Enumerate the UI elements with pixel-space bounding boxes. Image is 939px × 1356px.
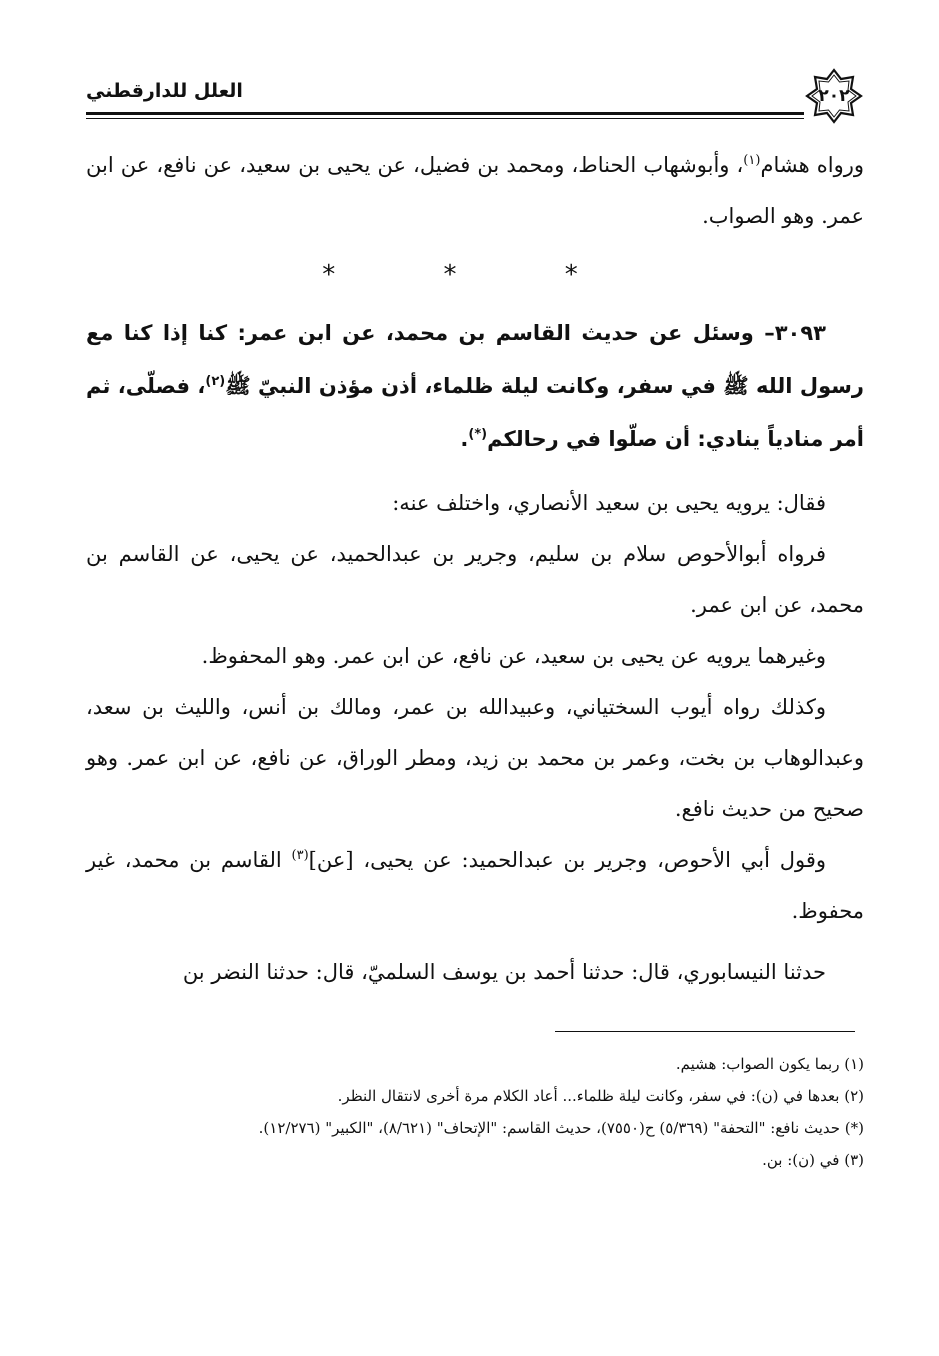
text-run: وقول أبي الأحوص، وجرير بن عبدالحميد: عن يحيى، [عن] xyxy=(308,848,826,872)
paragraph-isnad: حدثنا النيسابوري، قال: حدثنا أحمد بن يوسف السلميّ، قال: حدثنا النضر بن xyxy=(182,960,826,984)
text-run: . xyxy=(460,427,469,451)
paragraph-ayyub: وكذلك رواه أيوب السختياني، وعبيدالله بن عمر، ومالك بن أنس، والليث بن سعد، وعبدالوهاب بن بخت، وعمر بن محمد بن زيد، ومطر الوراق، عن نافع، عن ابن عمر. وهو صحيح من حديث نافع. xyxy=(86,695,864,821)
footnotes xyxy=(86,1048,864,1176)
footnote-ref-1: (١) xyxy=(743,153,761,168)
paragraph-hisham xyxy=(86,140,864,242)
book-title: العلل للدارقطني xyxy=(86,80,243,102)
paragraph-answer: فقال: يرويه يحيى بن سعيد الأنصاري، واختلف عنه: xyxy=(392,491,826,515)
main-text xyxy=(86,140,864,998)
paragraph-others: وغيرهما يرويه عن يحيى بن سعيد، عن نافع، عن ابن عمر. وهو المحفوظ. xyxy=(201,644,826,668)
paragraph-qawl xyxy=(86,835,864,937)
section-separator: * * * xyxy=(322,260,628,290)
header-rule-thin xyxy=(86,118,804,119)
text-run: ، فصلّى، ثم أمر منادياً ينادي: أن صلّوا في رحالكم xyxy=(86,374,864,451)
footnote-2: (٢) بعدها في (ن): في سفر، وكانت ليلة ظلماء... أعاد الكلام مرة أخرى لانتقال النظر. xyxy=(337,1087,864,1105)
header-rule-thick xyxy=(86,112,804,115)
footnote-3: (٣) في (ن): بن. xyxy=(762,1151,864,1169)
footnote-rule xyxy=(555,1031,855,1032)
text-run: ٣٠٩٣– وسئل عن حديث القاسم بن محمد، عن ابن عمر: كنا إذا كنا مع رسول الله ﷺ في سفر، وكانت ليلة ظلماء، أذن مؤذن النبيّ ﷺ xyxy=(86,321,864,398)
footnote-star: (*) حديث نافع: "التحفة" (٥/٣٦٩) ح(٧٥٥٠)، حديث القاسم: "الإتحاف" (٨/٦٢١)، "الكبير" (١٢/٢٧٦). xyxy=(258,1119,864,1137)
footnote-1: (١) ربما يكون الصواب: هشيم. xyxy=(675,1055,864,1073)
text-run: القاسم بن محمد، غير محفوظ. xyxy=(86,848,864,923)
page-header xyxy=(86,68,864,124)
footnote-ref-2: (٢) xyxy=(205,374,226,389)
footnote-ref-3: (٣) xyxy=(291,848,309,863)
question-3093 xyxy=(86,307,864,466)
paragraph-abulahwas: فرواه أبوالأحوص سلام بن سليم، وجرير بن عبدالحميد، عن يحيى، عن القاسم بن محمد، عن ابن عمر. xyxy=(86,542,864,617)
text-run: ورواه هشام xyxy=(760,153,864,177)
footnote-ref-star: (*) xyxy=(468,427,488,442)
text-run: ، وأبوشهاب الحناط، ومحمد بن فضيل، عن يحيى بن سعيد، عن نافع، عن ابن عمر. وهو الصواب. xyxy=(86,153,864,228)
page-number-badge xyxy=(804,68,864,124)
page-number: ٢٠٢ xyxy=(818,86,850,106)
